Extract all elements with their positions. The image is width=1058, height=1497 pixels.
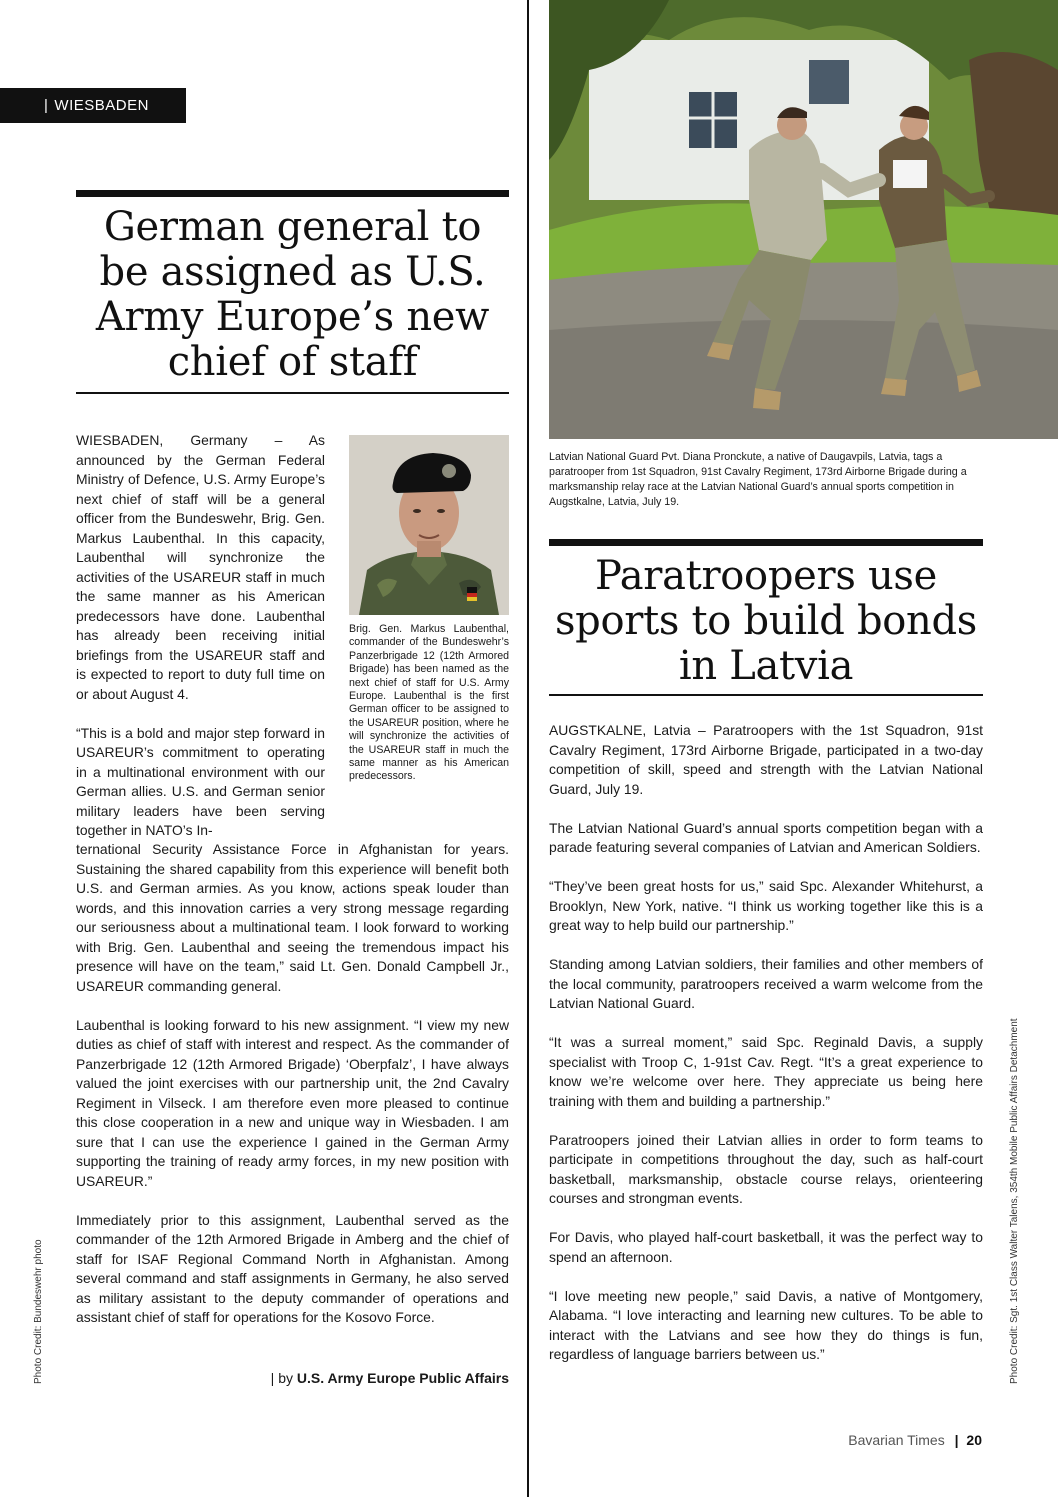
section-tag-bar: | bbox=[44, 97, 49, 114]
column-divider bbox=[527, 0, 529, 1497]
left-paragraph-4: Immediately prior to this assignment, Laubenthal served as the commander of the 12th Armored Brigade in Amberg and the chief of staff for ISAF Regional Command North in Afghanistan. Among several command and staff assignments in Germany, he also served as military assistant to the deputy commander of operations and assistant chief of staff for operations for the Kosovo Force. bbox=[76, 1211, 509, 1325]
byline-author: U.S. Army Europe Public Affairs bbox=[296, 1370, 509, 1386]
left-quote-paragraph-end: ternational Security Assistance Force in Afghanistan for years. Sustaining the shared capability from this experience will benefit both U.S. and German armies. As you know, actions speak louder than words, and this innovation carries a very strong message regarding our seriousness about a multinational team. I look forward to working with Brig. Gen. Laubenthal and seeing the tremendous impact his presence will have on the team,” said Lt. Gen. Donald Campbell Jr., USAREUR commanding general. bbox=[76, 841, 509, 994]
right-paragraph: Standing among Latvian soldiers, their families and other members of the local community, paratroopers received a warm welcome from the Latvian National Guard. bbox=[549, 956, 983, 1011]
byline-prefix: | by bbox=[270, 1370, 293, 1386]
right-photo-credit: Photo Credit: Sgt. 1st Class Walter Talens, 354th Mobile Public Affairs Detachment bbox=[1009, 1018, 1020, 1384]
left-headline-block bbox=[76, 190, 509, 394]
left-article-body-full bbox=[76, 840, 509, 1328]
right-headline-block bbox=[549, 539, 983, 696]
left-intro-paragraph: WIESBADEN, Germany – As announced by the German Federal Ministry of Defence, U.S. Army Europe’s next chief of staff will be a general officer from the Bundeswehr, Brig. Gen. Markus Laubenthal. In this capacity, Laubenthal will synchronize the activities of the USAREUR staff in much the same manner as his American predecessors have done. Laubenthal has already been receiving initial briefings from the USAREUR staff and is expected to report to duty full time on or about August 4. bbox=[76, 432, 325, 702]
page-number: 20 bbox=[966, 1432, 982, 1448]
footer-separator: | bbox=[954, 1432, 959, 1448]
right-paragraph: Paratroopers joined their Latvian allies in order to form teams to participate in competitions throughout the day, such as half-court basketball, marksmanship, obstacle course relays, orienteering courses and strongman events. bbox=[549, 1131, 983, 1206]
right-paragraph: “It was a surreal moment,” said Spc. Reginald Davis, a supply specialist with Troop C, 1-91st Cav. Regt. “It’s a great experience to know we’re welcome over here. They appreciate us being here training with them and building a partnership.” bbox=[549, 1034, 983, 1109]
left-quote-paragraph-start: “This is a bold and major step forward in USAREUR’s commitment to operating in a multinational environment with our German allies. U.S. and German senior military leaders have been serving together in NATO’s In- bbox=[76, 724, 325, 838]
relay-photo-caption: Latvian National Guard Pvt. Diana Pronckute, a native of Daugavpils, Latvia, tags a paratrooper from 1st Squadron, 91st Cavalry Regiment, 173rd Airborne Brigade during a marksmanship relay race at the Latvian National Guard’s annual sports competition in Augstkalne, Latvia, July 19. bbox=[549, 451, 967, 508]
portrait-caption: Brig. Gen. Markus Laubenthal, commander of the Bundeswehr’s Panzerbrigade 12 (12th Armored Brigade) has been named as the next chief of staff for U.S. Army Europe. Laubenthal is the first German officer to be assigned to the USAREUR position, where he will synchronize the activities of the USAREUR staff in much the same manner as his American predecessors. bbox=[349, 623, 509, 783]
left-photo-credit: Photo Credit: Bundeswehr photo bbox=[33, 1239, 44, 1384]
relay-race-photo bbox=[549, 0, 1058, 439]
left-article-body-top bbox=[76, 431, 325, 841]
right-paragraph: The Latvian National Guard’s annual sports competition began with a parade featuring several companies of Latvian and American Soldiers. bbox=[549, 819, 983, 855]
left-paragraph-3: Laubenthal is looking forward to his new assignment. “I view my new duties as chief of staff with interest and respect. As the commander of Panzerbrigade 12 (12th Armored Brigade) ‘Oberpfalz’, I have always valued the joint exercises with our partnership unit, the 2nd Cavalry Regiment in Vilseck. I am therefore even more pleased to continue this close cooperation in a new and unique way in Wiesbaden. I am sure that I can use the experience I gained in the German Army supporting the training of ready army forces, in my new position with USAREUR.” bbox=[76, 1016, 509, 1189]
publication-name: Bavarian Times bbox=[848, 1432, 945, 1448]
portrait-photo bbox=[349, 435, 509, 615]
right-article-body bbox=[549, 721, 983, 1365]
left-headline: German general to be assigned as U.S. Army Europe’s new chief of staff bbox=[95, 204, 490, 385]
right-paragraph: “They’ve been great hosts for us,” said Spc. Alexander Whitehurst, a Brooklyn, New York, native. “I think us working together like this is a great way to help build our partnership.” bbox=[549, 878, 983, 933]
left-byline bbox=[271, 1370, 509, 1386]
right-headline: Paratroopers use sports to build bonds in Latvia bbox=[554, 553, 978, 689]
section-tag-label: WIESBADEN bbox=[54, 97, 149, 114]
section-tag bbox=[0, 88, 186, 123]
right-paragraph: For Davis, who played half-court basketball, it was the perfect way to spend an afternoon. bbox=[549, 1229, 983, 1265]
right-paragraph: AUGSTKALNE, Latvia – Paratroopers with the 1st Squadron, 91st Cavalry Regiment, 173rd Airborne Brigade, participated in a two-day competition of skill, speed and strength with the Latvian National Guard, July 19. bbox=[549, 722, 983, 797]
right-paragraph: “I love meeting new people,” said Davis, a native of Montgomery, Alabama. “I love interacting and learning new cultures. To be able to interact with the Latvians and see how they do things is fun, regardless of language barriers between us.” bbox=[549, 1287, 983, 1362]
page-footer bbox=[848, 1432, 982, 1448]
